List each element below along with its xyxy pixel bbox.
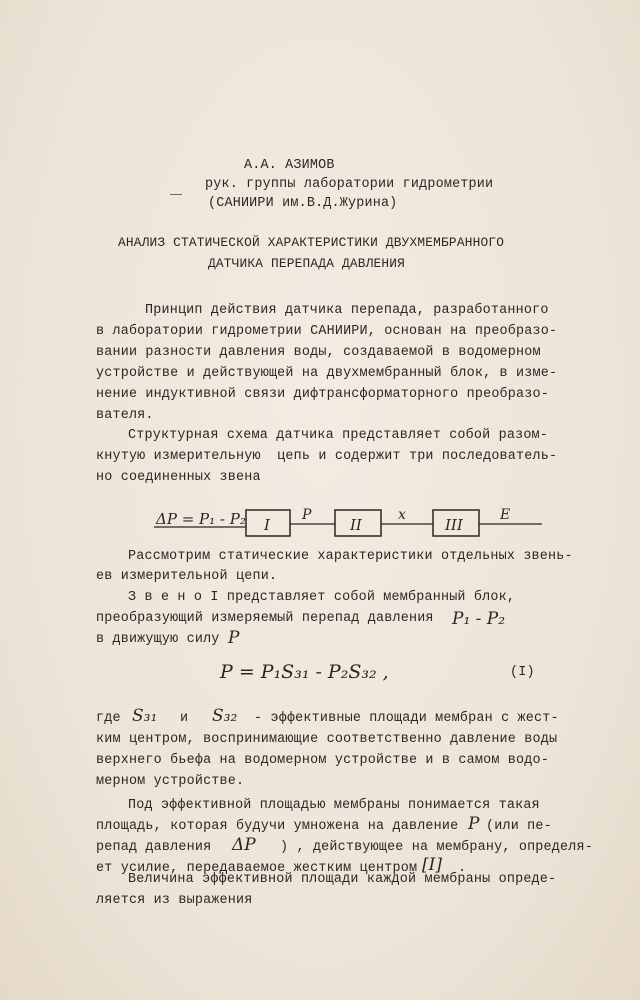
- p1-line-4: устройстве и действующей на двухмембранный блок, в изме-: [96, 366, 558, 381]
- p2-line-3: но соединенных звена: [96, 470, 261, 485]
- p6-line-4c: .: [458, 861, 467, 876]
- p5-word-where: где: [96, 711, 121, 726]
- diagram-block-3-label: III: [445, 516, 463, 534]
- p4-line-1: З в е н о I представляет собой мембранный блок,: [128, 590, 516, 605]
- p5-line-3: верхнего бьефа на водомерном устройстве и в самом водо-: [96, 753, 549, 768]
- block-diagram: [150, 500, 550, 546]
- p1-line-2: в лаборатории гидрометрии САНИИРИ, основан на преобразо-: [96, 324, 558, 339]
- p4-line-3: в движущую силу: [96, 632, 220, 647]
- p1-line-6: вателя.: [96, 408, 154, 423]
- p7-line-1: Величина эффективной площади каждой мембраны опреде-: [128, 872, 557, 887]
- p4-force-symbol: P: [228, 628, 240, 648]
- p6-pressure-symbol: P: [468, 814, 480, 834]
- p5-word-and: и: [180, 711, 189, 726]
- p6-line-3c: ) , действующее на мембрану, определя-: [280, 840, 593, 855]
- author-position: рук. группы лаборатории гидрометрии: [205, 177, 494, 192]
- p5-line-1-rest: - эффективные площади мембран с жест-: [254, 711, 559, 726]
- diagram-block-2-label: II: [350, 516, 362, 534]
- p1-line-3: вании разности давления воды, создаваемой в водомерном: [96, 345, 541, 360]
- paper-title-line2: ДАТЧИКА ПЕРЕПАДА ДАВЛЕНИЯ: [208, 256, 405, 271]
- p5-symbol-s2: S₃₂: [212, 706, 238, 726]
- diagram-signal-x: x: [398, 507, 406, 523]
- p6-line-3a: репад давления: [96, 840, 212, 855]
- p5-line-4: мерном устройстве.: [96, 774, 245, 789]
- paper-title-line1: АНАЛИЗ СТАТИЧЕСКОЙ ХАРАКТЕРИСТИКИ ДВУХМЕМБРАННОГО: [118, 235, 505, 250]
- p5-line-2: ким центром, воспринимающие соответственно давление воды: [96, 732, 558, 747]
- p4-pressure-diff: P₁ - P₂: [452, 609, 506, 629]
- diagram-block-1-label: I: [264, 516, 270, 534]
- p2-line-2: кнутую измерительную цепь и содержит три последователь-: [96, 449, 558, 464]
- p1-line-5: нение индуктивной связи дифтрансформаторного преобразо-: [96, 387, 549, 402]
- p6-line-2a: площадь, которая будучи умножена на давление: [96, 819, 459, 834]
- p3-line-2: ев измерительной цепи.: [96, 569, 278, 584]
- p6-line-4a: ет усилие, передаваемое жестким центром: [96, 861, 418, 876]
- diagram-input-label: ΔP = P₁ - P₂: [156, 510, 246, 528]
- diagram-signal-p: P: [302, 507, 312, 523]
- equation-1: P = P₁S₃₁ - P₂S₃₂ ,: [220, 661, 389, 683]
- p6-reference: [I]: [422, 855, 442, 875]
- p4-line-2: преобразующий измеряемый перепад давления: [96, 611, 434, 626]
- p5-symbol-s1: S₃₁: [132, 706, 158, 726]
- p6-line-1: Под эффективной площадью мембраны понимается такая: [128, 798, 540, 813]
- p1-line-1: Принцип действия датчика перепада, разработанного: [145, 303, 549, 318]
- author-institute: (САНИИРИ им.В.Д.Журина): [208, 196, 398, 211]
- header-dash: [170, 194, 182, 195]
- equation-1-number: (I): [510, 665, 535, 680]
- diagram-signal-e: E: [500, 507, 511, 523]
- p3-line-1: Рассмотрим статические характеристики отдельных звень-: [128, 549, 573, 564]
- p7-line-2: ляется из выражения: [96, 893, 253, 908]
- p6-line-2c: (или пе-: [486, 819, 552, 834]
- p2-line-1: Структурная схема датчика представляет собой разом-: [128, 428, 549, 443]
- p6-delta-p-symbol: ΔP: [232, 835, 256, 855]
- author-name: А.А. АЗИМОВ: [244, 158, 335, 173]
